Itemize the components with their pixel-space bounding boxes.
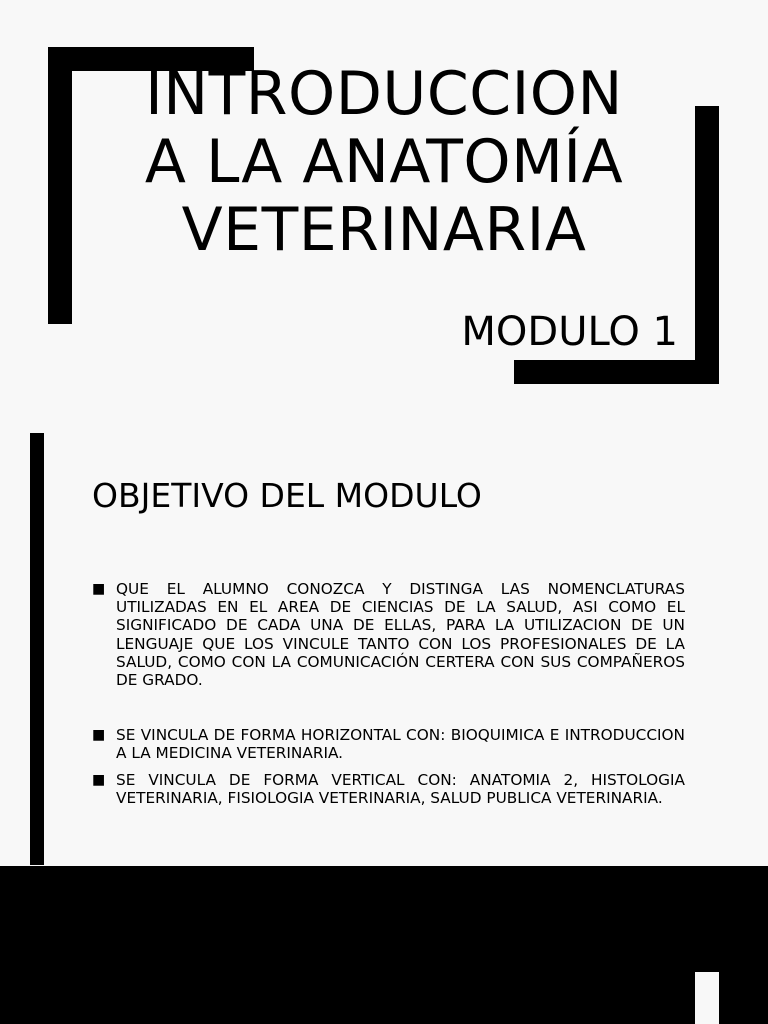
- bullet-item: [92, 580, 685, 689]
- slide-subtitle: MODULO 1: [461, 309, 678, 355]
- section-heading: OBJETIVO DEL MODULO: [92, 476, 482, 515]
- slide-title: [80, 60, 688, 264]
- frame-corner-bottom-right-vertical: [695, 106, 719, 384]
- bullet-list: [92, 580, 685, 689]
- slide-title-line-1: INTRODUCCION: [145, 59, 623, 129]
- square-bullet-icon: ■: [92, 581, 106, 597]
- bullet-text: SE VINCULA DE FORMA VERTICAL CON: ANATOMIA 2, HISTOLOGIA VETERINARIA, FISIOLOGIA VETERINARIA, SALUD PUBLICA VETERINARIA.: [116, 771, 685, 808]
- next-slide-band: [0, 866, 768, 1024]
- frame-corner-top-left-vertical: [48, 47, 72, 324]
- slide-title-line-2: A LA ANATOMÍA: [144, 127, 624, 197]
- frame-corner-bottom-right-horizontal: [514, 360, 719, 384]
- square-bullet-icon: ■: [92, 772, 106, 788]
- bullet-list: [92, 726, 685, 762]
- bullet-item: [92, 771, 685, 807]
- square-bullet-icon: ■: [92, 727, 106, 743]
- bullet-text: QUE EL ALUMNO CONOZCA Y DISTINGA LAS NOMENCLATURAS UTILIZADAS EN EL AREA DE CIENCIAS DE LA SALUD, ASI COMO EL SIGNIFICADO DE CADA UNA DE ELLAS, PARA LA UTILIZACION DE UN LENGUAJE QUE LOS VINCULE TANTO CON LOS PROFESIONALES DE LA SALUD, COMO CON LA COMUNICACIÓN CERTERA CON SUS COMPAÑEROS DE GRADO.: [116, 580, 685, 690]
- bullet-list: [92, 771, 685, 807]
- slide-left-rule: [30, 433, 44, 865]
- slide-title-line-3: VETERINARIA: [181, 195, 587, 265]
- next-slide-frame-notch: [695, 972, 719, 1024]
- bullet-text: SE VINCULA DE FORMA HORIZONTAL CON: BIOQUIMICA E INTRODUCCION A LA MEDICINA VETERINARIA.: [116, 726, 685, 763]
- bullet-item: [92, 726, 685, 762]
